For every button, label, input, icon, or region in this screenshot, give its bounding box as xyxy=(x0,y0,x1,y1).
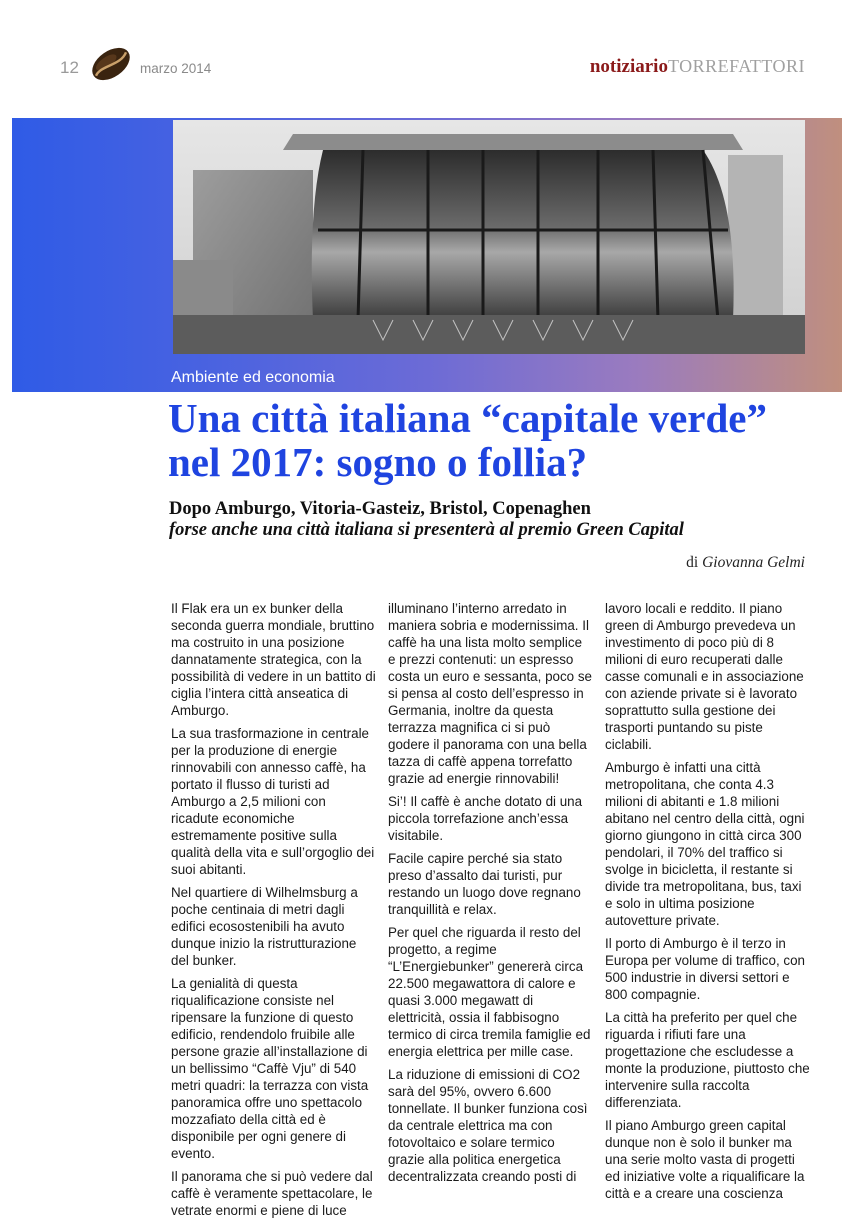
paragraph: Amburgo è infatti una città metropolitana, che conta 4.3 milioni di abitanti e 1.8 milioni abitano nel centro della città, ogni giorno giungono in città circa 300 pendolari, il 70% del traffico si svolge in bicicletta, il restante si divide tra metropolitana, bus, taxi e solo in ultima posizione autovetture private. xyxy=(605,760,805,928)
paragraph: Per quel che riguarda il resto del progetto, a regime “L’Energiebunker” genererà circa 22.500 megawattora di calore e quasi 3.000 megawatt di elettricità, ossia il fabbisogno termico di circa tremila famiglie ed energia elettrica per mille case. xyxy=(388,925,591,1059)
page-number: 12 xyxy=(60,58,79,77)
paragraph: illuminano l’interno arredato in maniera sobria e modernissima. Il caffè ha una lista molto semplice e prezzi contenuti: un espresso costa un euro e sessanta, poco se si pensa al costo dell’espresso in Germania, inoltre da questa terrazza magnifica ci si può godere il panorama con una bella tazza di caffè appena torrefatto grazie ad energie rinnovabili! xyxy=(388,601,592,786)
paragraph: Il Flak era un ex bunker della seconda guerra mondiale, bruttino ma costruito in una posizione dannatamente strategica, con la possibilità di vedere in un battito di ciglia l’intera città anseatica di Amburgo. xyxy=(171,601,376,718)
paragraph: Il panorama che si può vedere dal caffè è veramente spettacolare, le vetrate enormi e piene di luce xyxy=(171,1169,373,1218)
section-label: Ambiente ed economia xyxy=(171,369,335,386)
paragraph: La sua trasformazione in centrale per la produzione di energie rinnovabili con annesso caffè, ha portato il flusso di turisti ad Amburgo a 2,5 milioni con ricadute economiche estremamente positive sulla qualità della vita e sull’orgoglio dei suoi abitanti. xyxy=(171,726,375,877)
coffee-bean-icon xyxy=(88,44,134,84)
paragraph: La genialità di questa riqualificazione consiste nel ripensare la funzione di questo edificio, rendendolo fruibile alle persone grazie all’installazione di un bellissimo “Caffè Vju” di 540 metri quadri: la terrazza con vista panoramica offre uno spettacolo mozzafiato della città ed è disponibile per ogni genere di evento. xyxy=(171,976,369,1161)
brand-sub: TORREFATTORI xyxy=(667,56,805,76)
article-title: Una città italiana “capitale verde” nel 2017: sogno o follia? xyxy=(168,395,767,485)
bunker-cafe-photo xyxy=(173,120,805,354)
paragraph: La riduzione di emissioni di CO2 sarà del 95%, ovvero 6.600 tonnellate. Il bunker funziona così da centrale elettrica ma con fotovoltaico e solare termico grazie alla politica energetica decentralizzata creando posti di xyxy=(388,1067,588,1184)
article-column-1 xyxy=(171,600,376,1225)
paragraph: Si’! Il caffè è anche dotato di una piccola torrefazione anch’essa visitabile. xyxy=(388,794,583,843)
author-name: Giovanna Gelmi xyxy=(702,554,805,571)
paragraph: Il porto di Amburgo è il terzo in Europa per volume di traffico, con 500 industrie in diversi settori e 800 compagnie. xyxy=(605,936,805,1002)
article-subtitle xyxy=(169,499,829,541)
paragraph: lavoro locali e reddito. Il piano green di Amburgo prevedeva un investimento di poco più di 8 milioni di euro recuperati dalle casse comunali e in associazione con aziende private si è lavorato soprattutto sulla gestione dei trasporti puntando su piste ciclabili. xyxy=(605,601,804,752)
article-column-3 xyxy=(605,600,810,1208)
brand-name: notiziario xyxy=(589,56,668,77)
byline-prefix: di xyxy=(686,554,699,571)
paragraph: La città ha preferito per quel che riguarda i rifiuti fare una progettazione che escludesse a monte la produzione, piuttosto che intervenire sulla raccolta differenziata. xyxy=(605,1010,810,1110)
publication-brand xyxy=(590,56,805,78)
subtitle-line-2: forse anche una città italiana si presenterà al premio Green Capital xyxy=(169,520,684,540)
paragraph: Nel quartiere di Wilhelmsburg a poche centinaia di metri dagli edifici ecosostenibili ha avuto dunque inizio la ristrutturazione del bunker. xyxy=(171,885,358,968)
paragraph: Il piano Amburgo green capital dunque non è solo il bunker ma una serie molto vasta di progetti ed iniziative volte a riqualificare la città e a creare una coscienza xyxy=(605,1118,805,1201)
issue-date: marzo 2014 xyxy=(140,61,212,76)
paragraph: Facile capire perché sia stato preso d’assalto dai turisti, pur restando un luogo dove regnano tranquillità e relax. xyxy=(388,851,581,917)
subtitle-line-1: Dopo Amburgo, Vitoria-Gasteiz, Bristol, Copenaghen xyxy=(169,499,591,519)
article-column-2 xyxy=(388,600,593,1191)
byline xyxy=(686,554,805,572)
